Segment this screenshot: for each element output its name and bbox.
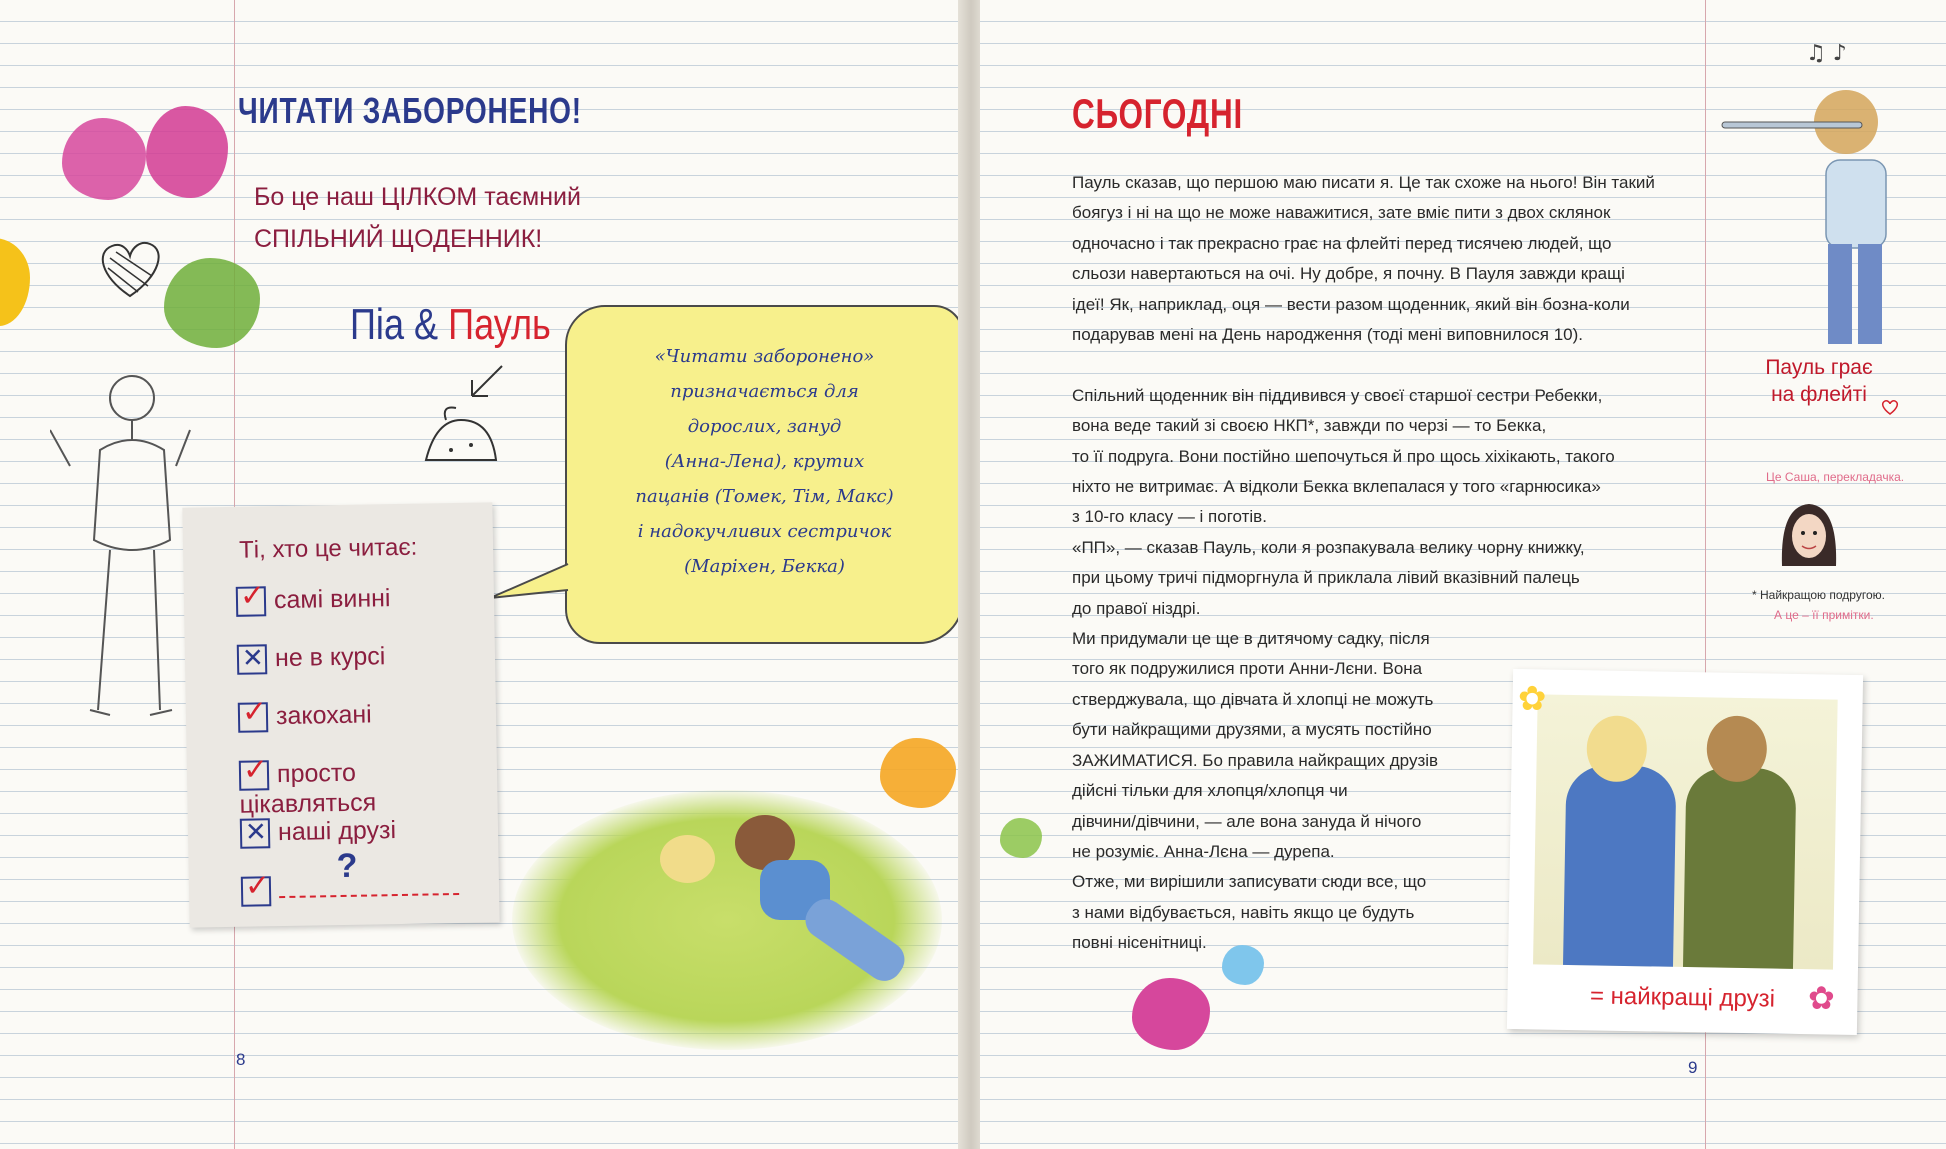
body-line: боягуз і ні на що не може наважитися, зате вміє пити з двох склянок bbox=[1072, 203, 1611, 223]
photo-caption: = найкращі друзі bbox=[1589, 982, 1776, 1013]
footnote-remark: А це – її примітки. bbox=[1774, 608, 1874, 622]
speech-line: «Читати заборонено» bbox=[654, 346, 875, 367]
sasha-portrait bbox=[1776, 496, 1842, 580]
body-line: бути найкращими друзями, а мусять постійно bbox=[1072, 720, 1432, 740]
checklist-item: ✕ наші друзі bbox=[240, 816, 397, 849]
flower-icon: ✿ bbox=[1518, 679, 1547, 719]
body-line: «ПП», — сказав Пауль, коли я розпакувала велику чорну книжку, bbox=[1072, 537, 1585, 557]
body-line: сльози навертаються на очі. Ну добре, я почну. В Пауля завжди кращі bbox=[1072, 264, 1625, 284]
body-line: того як подружилися проти Анни-Лєни. Вона bbox=[1072, 659, 1423, 679]
footnote: * Найкращою подругою. bbox=[1752, 588, 1885, 602]
page-number: 8 bbox=[236, 1050, 246, 1069]
paul-flute-illustration bbox=[1718, 30, 1918, 355]
body-line: вона веде такий зі своєю НКП*, завжди по черзі — то Бекка, bbox=[1072, 416, 1547, 436]
translator-note: Це Саша, перекладачка. bbox=[1766, 470, 1905, 484]
speech-line: призначається для bbox=[670, 381, 859, 402]
speech-bubble bbox=[565, 305, 964, 644]
speech-line: (Маріхен, Бекка) bbox=[684, 556, 845, 577]
checklist-item: ✓ ? bbox=[241, 873, 459, 907]
speech-line: дорослих, зануд bbox=[687, 416, 842, 437]
pink-blot bbox=[146, 106, 228, 198]
blue-blot bbox=[1222, 945, 1264, 985]
meadow-illustration bbox=[512, 790, 942, 1050]
speech-tail bbox=[488, 560, 570, 610]
body-line: при цьому тричі підморгнула й приклала лівий вказівний палець bbox=[1072, 568, 1580, 588]
body-line: Отже, ми вирішили записувати сюди все, що bbox=[1072, 872, 1427, 892]
body-line: ідеї! Як, наприклад, оця — вести разом щоденник, який він бозна-коли bbox=[1072, 294, 1630, 314]
girl-sketch-icon bbox=[50, 370, 200, 750]
flower-icon: ✿ bbox=[1808, 979, 1835, 1017]
body-line: ніхто не витримає. А відколи Бекка вклепалася у того «гарнюсика» bbox=[1072, 477, 1601, 497]
speech-line: (Анна-Лена), крутих bbox=[664, 451, 865, 472]
body-line: одночасно і так прекрасно грає на флейті перед тисячею людей, що bbox=[1072, 233, 1612, 253]
arrow-icon bbox=[466, 362, 506, 402]
checklist-item: ✓ самі винні bbox=[236, 584, 391, 617]
body-line: дійсні тільки для хлопця/хлопця чи bbox=[1072, 781, 1348, 801]
body-line: Ми придумали це ще в дитячому садку, після bbox=[1072, 629, 1430, 649]
yellow-blot bbox=[0, 238, 30, 326]
speech-line: пацанів (Томек, Тім, Макс) bbox=[635, 486, 894, 507]
body-line: дівчини/дівчини, — але вона зануда й нічого bbox=[1072, 811, 1422, 831]
subtitle-line-1: Бо це наш ЦІЛКОМ таємний bbox=[254, 183, 581, 211]
body-line: з 10-го класу — і поготів. bbox=[1072, 507, 1267, 527]
ampersand: & bbox=[414, 300, 439, 349]
checklist-item: ✓ закохані bbox=[238, 700, 372, 733]
body-line: Спільний щоденник він піддивився у своєї старшої сестри Ребекки, bbox=[1072, 385, 1603, 405]
body-line: повні нісенітниці. bbox=[1072, 933, 1207, 953]
speech-line: і надокучливих сестричок bbox=[637, 521, 892, 542]
orange-blot bbox=[880, 738, 956, 808]
photo-image bbox=[1533, 694, 1838, 969]
body-line: ЗАЖИМАТИСЯ. Бо правила найкращих друзів bbox=[1072, 750, 1439, 770]
names bbox=[350, 300, 551, 350]
body-line: Пауль сказав, що першою маю писати я. Це так схоже на нього! Він такий bbox=[1072, 173, 1655, 192]
subtitle bbox=[254, 176, 581, 260]
svg-text:♫ ♪: ♫ ♪ bbox=[1806, 41, 1847, 66]
heart-doodle-icon bbox=[90, 228, 170, 308]
body-line: не розуміє. Анна-Лєна — дурепа. bbox=[1072, 841, 1335, 861]
checklist-item: ✕ не в курсі bbox=[237, 642, 386, 675]
pink-blot bbox=[1132, 978, 1210, 1050]
body-line: подарував мені на День народження (тоді мені виповнилося 10). bbox=[1072, 325, 1584, 345]
page-title: ЧИТАТИ ЗАБОРОНЕНО! bbox=[238, 90, 582, 131]
left-page bbox=[0, 0, 960, 1149]
page-title-right: СЬОГОДНІ bbox=[1072, 90, 1243, 137]
checklist-title: Ті, хто це читає: bbox=[238, 533, 418, 564]
body-line: то її подруга. Вони постійно шепочуться й про щось хіхікають, такого bbox=[1072, 446, 1615, 466]
body-line bbox=[1072, 350, 1712, 380]
green-blot bbox=[164, 258, 260, 348]
boy-head-illustration bbox=[660, 835, 715, 883]
green-blot bbox=[1000, 818, 1042, 858]
checklist-item: ✓ просто цікавляться bbox=[239, 753, 377, 820]
body-line: стверджувала, що дівчата й хлопці не можуть bbox=[1072, 689, 1434, 709]
name-paul: Пауль bbox=[448, 300, 551, 349]
checkbox-checked-icon: ✓ bbox=[241, 877, 272, 908]
name-pia: Піа bbox=[350, 300, 405, 349]
flute-caption-line-2: на флейті bbox=[1771, 383, 1867, 406]
checkbox-crossed-icon: ✕ bbox=[240, 819, 271, 850]
flute-caption-line-1: Пауль грає bbox=[1765, 356, 1873, 379]
body-line: до правої ніздрі. bbox=[1072, 598, 1201, 618]
page-number-right: 9 bbox=[1688, 1058, 1698, 1077]
shell-doodle-icon bbox=[416, 400, 506, 480]
checklist-note bbox=[182, 502, 499, 927]
body-line: з нами відбувається, навіть якщо це будуть bbox=[1072, 902, 1415, 922]
subtitle-line-2: СПІЛЬНИЙ ЩОДЕННИК! bbox=[254, 225, 543, 253]
pink-blot bbox=[62, 118, 146, 200]
checkbox-crossed-icon: ✕ bbox=[237, 645, 268, 676]
checkbox-checked-icon: ✓ bbox=[238, 703, 269, 734]
flute-caption bbox=[1744, 354, 1894, 408]
heart-icon bbox=[1880, 398, 1900, 416]
checkbox-checked-icon: ✓ bbox=[236, 587, 267, 618]
checkbox-checked-icon: ✓ bbox=[239, 761, 270, 792]
